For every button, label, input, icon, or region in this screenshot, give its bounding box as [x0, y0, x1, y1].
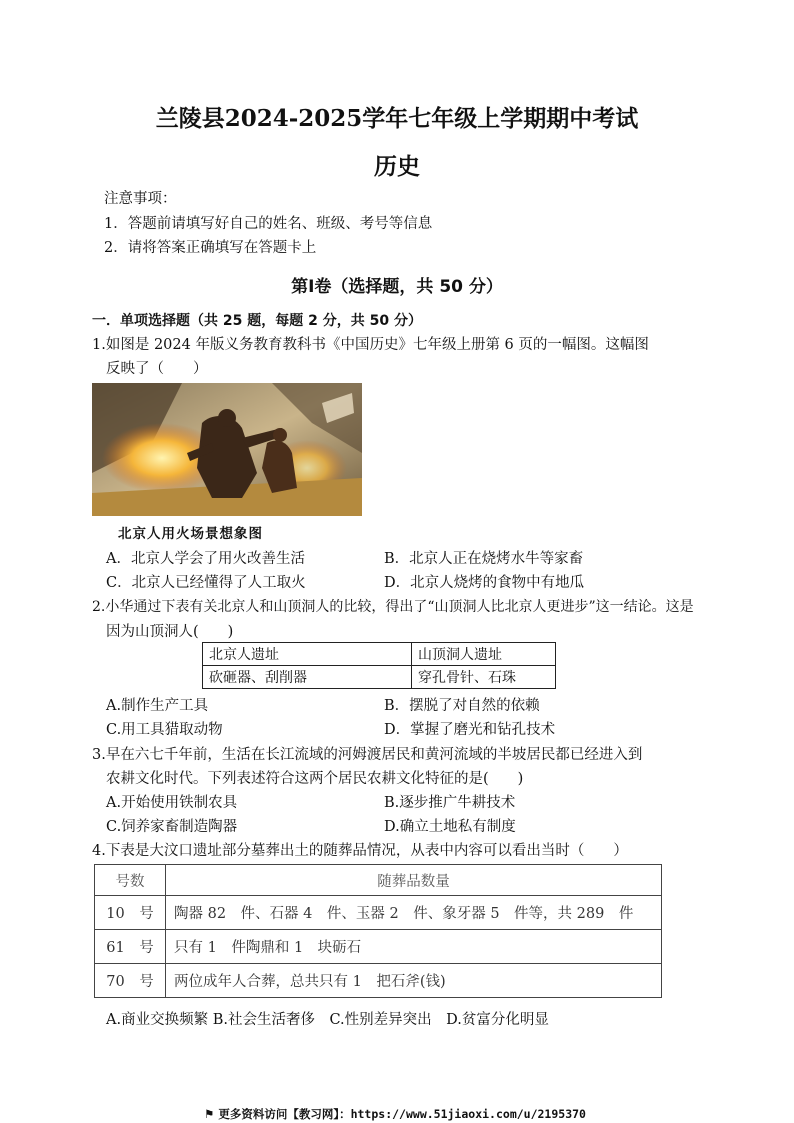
option-b: B.逐步推广牛耕技术 [384, 795, 516, 811]
option-a: A.制作生产工具 [106, 698, 209, 714]
question-3-text: 3.早在六七千年前，生活在长江流域的河姆渡居民和黄河流域的半坡居民都已经进入到 [92, 747, 643, 763]
notice-item: 2．请将答案正确填写在答题卡上 [104, 240, 317, 256]
notice-heading: 注意事项： [104, 191, 177, 207]
table-cell: 北京人遗址 [203, 643, 412, 666]
option-d: D．掌握了磨光和钻孔技术 [384, 722, 556, 738]
option-d: D．北京人烧烤的食物中有地瓜 [384, 575, 585, 591]
part-heading: 一．单项选择题（共 25 题，每题 2 分，共 50 分） [92, 313, 422, 329]
table-row [95, 930, 662, 964]
question-1-text-cont: 反映了（ ） [106, 361, 208, 377]
flag-icon: ⚑ [204, 1107, 219, 1121]
table-row [95, 964, 662, 998]
option-a: A.开始使用铁制农具 [106, 795, 238, 811]
question-3-text-cont: 农耕文化时代。下列表述符合这两个居民农耕文化特征的是( ) [106, 771, 524, 787]
question-1-text: 1.如图是 2024 年版义务教育教科书《中国历史》七年级上册第 6 页的一幅图。这幅图 [92, 337, 649, 353]
table-cell: 山顶洞人遗址 [412, 643, 556, 666]
question-2-text: 2.小华通过下表有关北京人和山顶洞人的比较，得出了“山顶洞人比北京人更进步”这一结论。这是 [92, 599, 694, 615]
option-c: C．北京人已经懂得了人工取火 [106, 575, 306, 591]
notice-item: 1．答题前请填写好自己的姓名、班级、考号等信息 [104, 216, 433, 232]
option-b: B．摆脱了对自然的依赖 [384, 698, 540, 714]
footer-text: 更多资料访问【教习网】：https://www.51jiaoxi.com/u/2195370 [218, 1107, 586, 1121]
question-4-options: A.商业交换频繁 B.社会生活奢侈 C.性别差异突出 D.贫富分化明显 [106, 1012, 549, 1028]
table-header-cell: 随葬品数量 [166, 865, 662, 896]
exam-title: 兰陵县2024-2025学年七年级上学期期中考试 [155, 105, 639, 132]
figure-caption: 北京人用火场景想象图 [118, 526, 263, 542]
table-cell: 两位成年人合葬，总共只有 1 把石斧(钱) [166, 964, 662, 998]
table-row [203, 666, 556, 689]
table-cell: 70 号 [95, 964, 166, 998]
option-b: B．北京人正在烧烤水牛等家畜 [384, 551, 584, 567]
table-row [95, 896, 662, 930]
option-d: D.确立土地私有制度 [384, 819, 516, 835]
table-cell: 只有 1 件陶鼎和 1 块砺石 [166, 930, 662, 964]
option-c: C.用工具猎取动物 [106, 722, 223, 738]
table-header-row [95, 865, 662, 896]
option-c: C.饲养家畜制造陶器 [106, 819, 238, 835]
table-cell: 61 号 [95, 930, 166, 964]
option-a: A．北京人学会了用火改善生活 [106, 551, 305, 567]
question-4-text: 4.下表是大汶口遗址部分墓葬出土的随葬品情况，从表中内容可以看出当时（ ） [92, 843, 628, 859]
subject-title: 历史 [374, 153, 420, 180]
comparison-table [202, 642, 556, 689]
section-heading: 第Ⅰ卷（选择题，共 50 分） [291, 277, 503, 297]
burial-goods-table [94, 864, 662, 998]
footer-link[interactable] [204, 1106, 586, 1122]
question-2-text-cont: 因为山顶洞人( ) [106, 624, 234, 640]
table-header-cell: 号数 [95, 865, 166, 896]
table-cell: 穿孔骨针、石珠 [412, 666, 556, 689]
fire-scene-illustration [92, 383, 362, 516]
table-cell: 砍砸器、刮削器 [203, 666, 412, 689]
table-row [203, 643, 556, 666]
table-cell: 陶器 82 件、石器 4 件、玉器 2 件、象牙器 5 件等，共 289 件 [166, 896, 662, 930]
table-cell: 10 号 [95, 896, 166, 930]
